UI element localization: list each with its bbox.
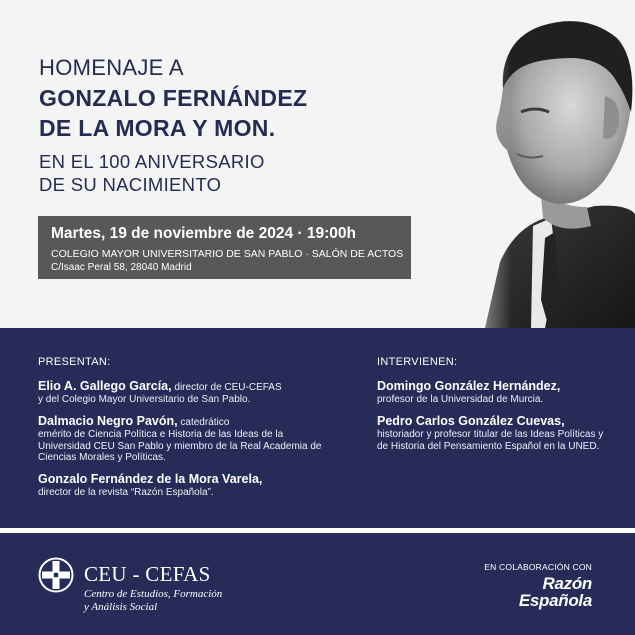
footer-section bbox=[0, 533, 635, 635]
presenter-entry bbox=[38, 379, 328, 405]
title-line-name-cont: DE LA MORA Y MON. bbox=[39, 115, 276, 141]
intervienen-column bbox=[377, 355, 612, 461]
razon-logo-line-2: Española bbox=[518, 591, 592, 610]
event-details-box bbox=[38, 216, 411, 279]
event-title bbox=[39, 53, 307, 196]
presenter-name: Dalmacio Negro Pavón, bbox=[38, 414, 178, 429]
ceu-cross-seal-icon bbox=[38, 557, 74, 593]
presenter-name: Gonzalo Fernández de la Mora Varela, bbox=[38, 472, 263, 487]
ceu-desc-line-2: y Análisis Social bbox=[84, 600, 158, 613]
speaker-name: Domingo González Hernández, bbox=[377, 379, 561, 393]
presenter-role: catedrático bbox=[177, 417, 230, 429]
speaker-name: Pedro Carlos González Cuevas, bbox=[377, 414, 565, 429]
ceu-cefas-logo-text: CEU - CEFAS bbox=[84, 562, 211, 586]
speaker-role: profesor de la Universidad de Murcia. bbox=[377, 394, 544, 405]
event-venue: COLEGIO MAYOR UNIVERSITARIO DE SAN PABLO · SALÓN DE ACTOS bbox=[51, 248, 404, 260]
speaker-role: historiador y profesor titular de las Ideas Políticas y de Historia del Pensamiento Español en la UNED. bbox=[377, 429, 604, 452]
razon-logo-line-1: Razón bbox=[542, 574, 592, 593]
speaker-entry bbox=[377, 379, 612, 405]
event-address: C/Isaac Peral 58, 28040 Madrid bbox=[51, 262, 192, 273]
presentan-heading: PRESENTAN: bbox=[38, 356, 111, 368]
presenter-entry bbox=[38, 472, 328, 498]
event-date-time: Martes, 19 de noviembre de 2024 · 19:00h bbox=[51, 225, 356, 242]
ceu-cefas-description bbox=[84, 588, 222, 613]
presenter-role-cont: emérito de Ciencia Política e Historia de las Ideas de la Universidad CEU San Pablo y miembro de la Real Academia de Ciencias Morales y Políticas. bbox=[38, 429, 322, 463]
presenter-name: Elio A. Gallego García, bbox=[38, 379, 172, 393]
presenter-role-cont: director de la revista “Razón Española”. bbox=[38, 487, 214, 499]
portrait-photo bbox=[445, 0, 635, 328]
title-line-anniversary: EN EL 100 ANIVERSARIO bbox=[39, 151, 265, 172]
presentan-column bbox=[38, 355, 328, 507]
presenter-role: director de CEU-CEFAS bbox=[171, 382, 282, 393]
presenter-entry bbox=[38, 414, 328, 463]
speaker-entry bbox=[377, 414, 612, 452]
speakers-section bbox=[0, 328, 635, 528]
ceu-desc-line-1: Centro de Estudios, Formación bbox=[84, 588, 223, 600]
razon-espanola-logo bbox=[519, 575, 592, 609]
collaboration-label: EN COLABORACIÓN CON bbox=[484, 562, 592, 572]
title-line-name: GONZALO FERNÁNDEZ bbox=[39, 85, 308, 111]
intervienen-heading: INTERVIENEN: bbox=[377, 356, 458, 368]
presenter-role-cont: y del Colegio Mayor Universitario de San Pablo. bbox=[38, 394, 251, 405]
title-line-homenaje: HOMENAJE A bbox=[39, 55, 184, 80]
title-line-birth: DE SU NACIMIENTO bbox=[39, 173, 222, 195]
